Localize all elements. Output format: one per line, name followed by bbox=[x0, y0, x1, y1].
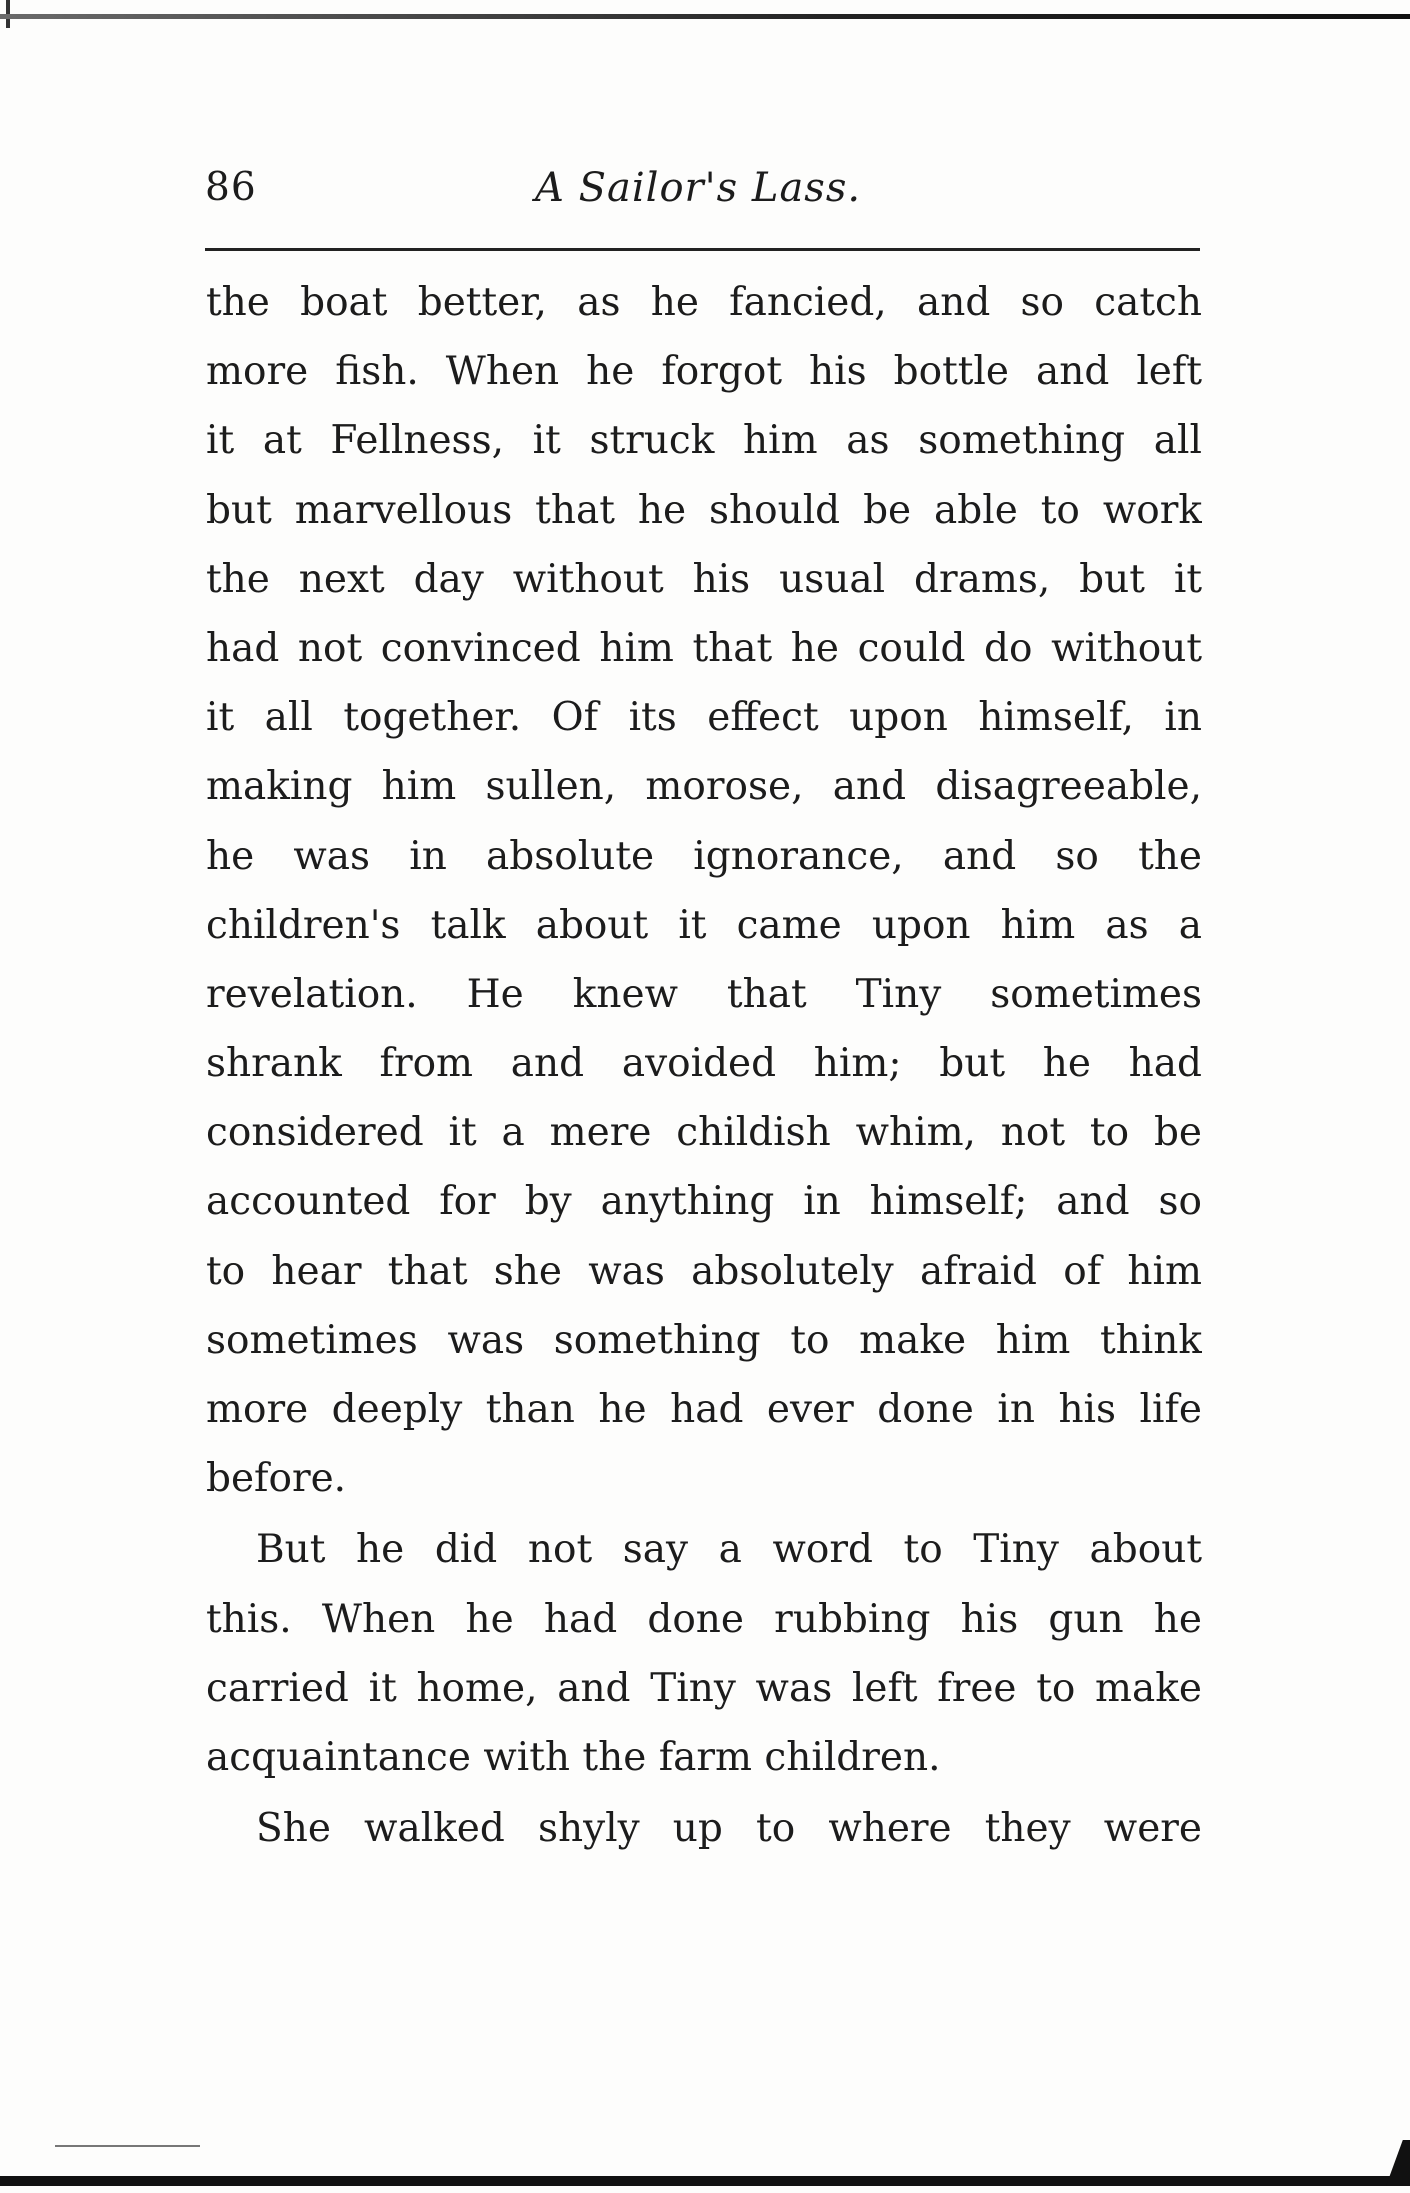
body-text bbox=[206, 268, 1202, 1863]
scan-edge-bottom-corner bbox=[1386, 2140, 1410, 2186]
text-line: this. When he had done rubbing his gun he bbox=[206, 1596, 1202, 1642]
scan-edge-bottom bbox=[0, 2176, 1410, 2186]
text-line: revelation. He knew that Tiny sometimes bbox=[206, 971, 1202, 1017]
scan-edge-top bbox=[0, 14, 1410, 19]
text-line: considered it a mere childish whim, not to be bbox=[206, 1110, 1202, 1156]
text-line: before. bbox=[206, 1456, 347, 1502]
text-line: to hear that she was absolutely afraid of him bbox=[206, 1248, 1202, 1294]
header-rule bbox=[205, 248, 1200, 251]
text-line: making him sullen, morose, and disagreeable, bbox=[206, 764, 1202, 810]
text-line: more fish. When he forgot his bottle and left bbox=[206, 349, 1202, 395]
text-line: children's talk about it came upon him as a bbox=[206, 902, 1202, 948]
text-line: shrank from and avoided him; but he had bbox=[206, 1041, 1202, 1087]
text-line: the next day without his usual drams, but it bbox=[206, 556, 1202, 602]
text-line: it at Fellness, it struck him as something all bbox=[206, 418, 1202, 464]
text-line: he was in absolute ignorance, and so the bbox=[206, 833, 1202, 879]
text-line: but marvellous that he should be able to work bbox=[206, 487, 1202, 533]
text-line: acquaintance with the farm children. bbox=[206, 1734, 941, 1780]
text-line: the boat better, as he fancied, and so catch bbox=[206, 280, 1202, 325]
text-line: She walked shyly up to where they were bbox=[256, 1806, 1202, 1852]
text-line: it all together. Of its effect upon himself, in bbox=[206, 695, 1202, 741]
text-line: sometimes was something to make him think bbox=[206, 1317, 1202, 1363]
text-line: carried it home, and Tiny was left free to make bbox=[206, 1665, 1202, 1711]
text-line: But he did not say a word to Tiny about bbox=[256, 1527, 1202, 1573]
text-line: more deeply than he had ever done in his life bbox=[206, 1387, 1202, 1432]
scan-mark bbox=[55, 2145, 200, 2147]
running-head bbox=[205, 165, 1205, 225]
book-title: A Sailor's Lass. bbox=[535, 165, 862, 211]
text-line: had not convinced him that he could do without bbox=[206, 625, 1202, 671]
page-number: 86 bbox=[205, 165, 257, 210]
text-line: accounted for by anything in himself; and so bbox=[206, 1179, 1202, 1225]
